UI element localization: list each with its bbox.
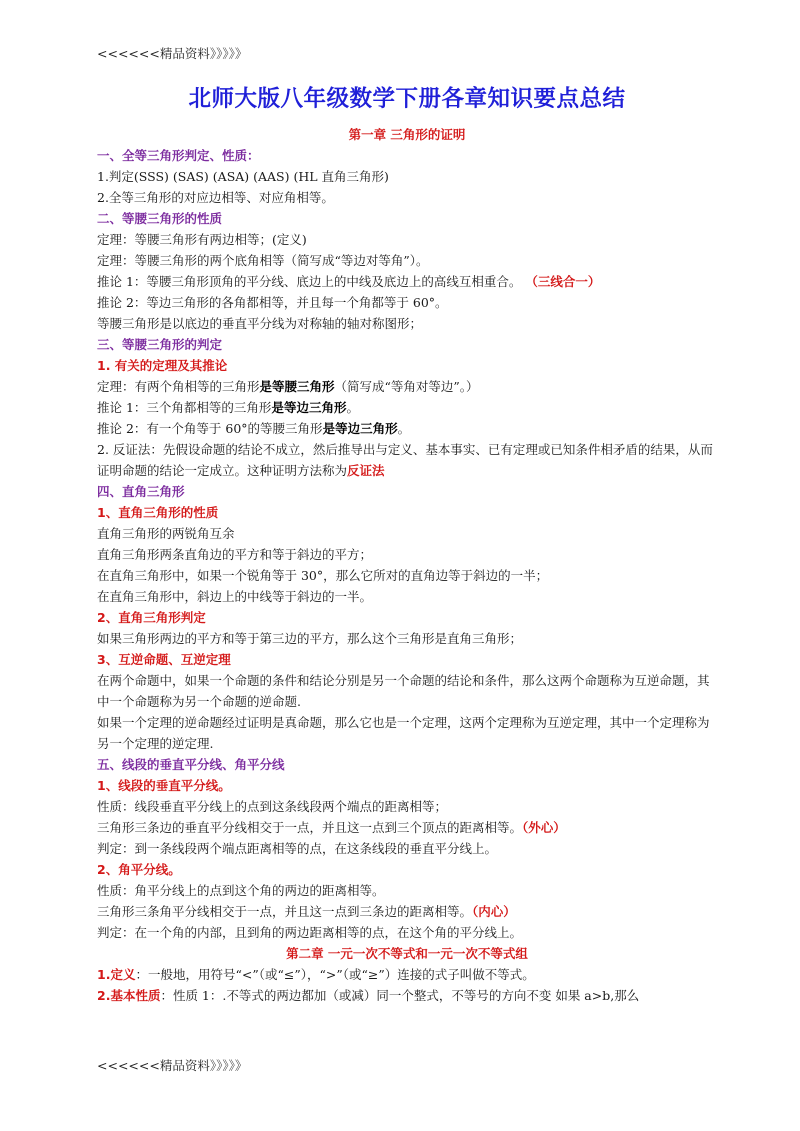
paragraph: 如果三角形两边的平方和等于第三边的平方，那么这个三角形是直角三角形； xyxy=(97,631,523,646)
chapter-1-heading: 第一章 三角形的证明 xyxy=(348,127,466,142)
paragraph: 判定：到一条线段两个端点距离相等的点，在这条线段的垂直平分线上。 xyxy=(97,841,498,856)
highlight-text: （外心） xyxy=(522,820,566,835)
text-run: 三角形三条边的垂直平分线相交于一点，并且这一点到三个顶点的距离相等。 xyxy=(97,820,523,835)
paragraph: 在直角三角形中，如果一个锐角等于 30°，那么它所对的直角边等于斜边的一半； xyxy=(97,568,549,583)
highlight-text: （内心） xyxy=(472,904,516,919)
paragraph xyxy=(97,439,717,481)
footer-watermark: <<<<<<精品资料》》》》》 xyxy=(97,1058,248,1073)
document-body xyxy=(97,84,717,1006)
section-4-heading: 四、直角三角形 xyxy=(97,484,185,499)
paragraph: 如果一个定理的逆命题经过证明是真命题，那么它也是一个定理，这两个定理称为互逆定理，其中一个定理称为另一个定理的逆定理. xyxy=(97,715,710,751)
paragraph: 在直角三角形中，斜边上的中线等于斜边的一半。 xyxy=(97,589,373,604)
paragraph: 2.全等三角形的对应边相等、对应角相等。 xyxy=(97,190,334,205)
text-run: 。 xyxy=(346,400,359,415)
paragraph: 直角三角形的两锐角互余 xyxy=(97,526,235,541)
text-run: ：性质 1：.不等式的两边都加（或减）同一个整式，不等号的方向不变 如果 a>b,那么 xyxy=(160,988,640,1003)
text-run: 推论 1：三个角都相等的三角形 xyxy=(97,400,272,415)
bold-text: 是等边三角形 xyxy=(271,400,347,415)
text-run: ：一般地，用符号“<”（或“≤”），“>”（或“≥”）连接的式子叫做不等式。 xyxy=(135,967,535,982)
subsection-heading: 2、直角三角形判定 xyxy=(97,610,206,625)
paragraph xyxy=(97,376,717,397)
paragraph: 定理：等腰三角形有两边相等；(定义) xyxy=(97,232,307,247)
paragraph: 判定：在一个角的内部，且到角的两边距离相等的点，在这个角的平分线上。 xyxy=(97,925,523,940)
bold-text: 是等边三角形 xyxy=(322,421,398,436)
text-run: 推论 2：有一个角等于 60°的等腰三角形 xyxy=(97,421,323,436)
paragraph: 直角三角形两条直角边的平方和等于斜边的平方； xyxy=(97,547,373,562)
section-2-heading: 二、等腰三角形的性质 xyxy=(97,211,223,226)
bold-text: 是等腰三角形 xyxy=(259,379,335,394)
paragraph: 在两个命题中，如果一个命题的条件和结论分别是另一个命题的结论和条件，那么这两个命题称为互逆命题，其中一个命题称为另一个命题的逆命题. xyxy=(97,673,710,709)
text-run: 。 xyxy=(397,421,411,436)
paragraph: 性质：角平分线上的点到这个角的两边的距离相等。 xyxy=(97,883,385,898)
text-run: 推论 1：等腰三角形顶角的平分线、底边上的中线及底边上的高线互相重合。 xyxy=(97,274,526,289)
paragraph xyxy=(97,817,717,838)
paragraph xyxy=(97,985,717,1006)
text-run: （简写成“等角对等边”。） xyxy=(334,379,479,394)
text-run: 三角形三条角平分线相交于一点，并且这一点到三条边的距离相等。 xyxy=(97,904,473,919)
paragraph: 1.判定(SSS) (SAS) (ASA) (AAS) (HL 直角三角形) xyxy=(97,169,389,184)
section-1-heading: 一、全等三角形判定、性质： xyxy=(97,148,260,163)
text-run: 定理：有两个角相等的三角形 xyxy=(97,379,260,394)
definition-label: 1.定义 xyxy=(97,967,136,982)
document-title: 北师大版八年级数学下册各章知识要点总结 xyxy=(188,86,626,112)
paragraph xyxy=(97,964,717,985)
section-5-heading: 五、线段的垂直平分线、角平分线 xyxy=(97,757,285,772)
highlight-text: 反证法 xyxy=(347,463,385,478)
paragraph xyxy=(97,397,717,418)
subsection-heading: 2、角平分线。 xyxy=(97,862,181,877)
highlight-text: （三线合一） xyxy=(525,274,601,289)
subsection-heading: 1、直角三角形的性质 xyxy=(97,505,219,520)
text-run: 2. 反证法：先假设命题的结论不成立，然后推导出与定义、基本事实、已有定理或已知条件相矛盾的结果，从而证明命题的结论一定成立。这种证明方法称为 xyxy=(97,442,713,478)
chapter-2-heading: 第二章 一元一次不等式和一元一次不等式组 xyxy=(286,946,528,961)
subsection-heading: 3、互逆命题、互逆定理 xyxy=(97,652,231,667)
paragraph xyxy=(97,901,717,922)
section-3-heading: 三、等腰三角形的判定 xyxy=(97,337,223,352)
paragraph: 等腰三角形是以底边的垂直平分线为对称轴的轴对称图形； xyxy=(97,316,423,331)
subsection-heading: 1、线段的垂直平分线。 xyxy=(97,778,231,793)
paragraph xyxy=(97,271,717,292)
paragraph: 性质：线段垂直平分线上的点到这条线段两个端点的距离相等； xyxy=(97,799,448,814)
paragraph xyxy=(97,418,717,439)
header-watermark: <<<<<<精品资料》》》》》 xyxy=(97,46,248,61)
paragraph: 推论 2：等边三角形的各角都相等，并且每一个角都等于 60°。 xyxy=(97,295,448,310)
property-label: 2.基本性质 xyxy=(97,988,161,1003)
subsection-heading: 1. 有关的定理及其推论 xyxy=(97,358,228,373)
paragraph: 定理：等腰三角形的两个底角相等（简写成“等边对等角”）。 xyxy=(97,253,429,268)
